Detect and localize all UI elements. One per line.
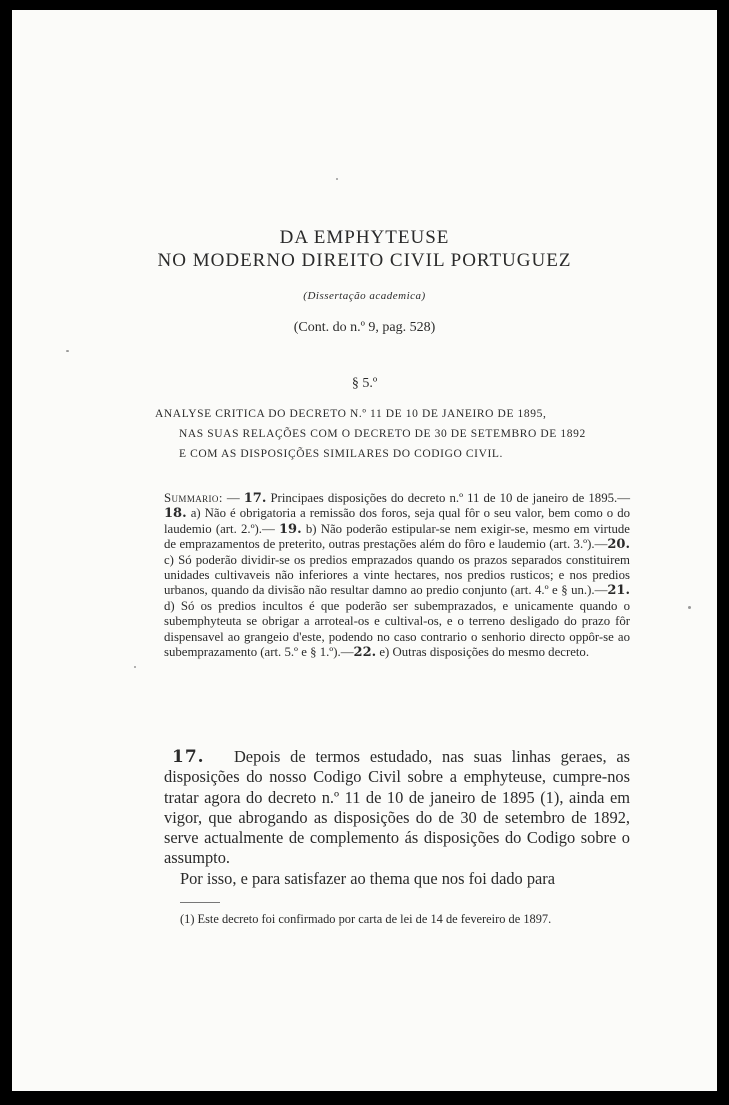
summary-num-17: 17. (243, 491, 267, 506)
summary-paragraph: Summario: — 17. Principaes disposições do decreto n.º 11 de 10 de janeiro de 1895.—18. a) Não é obrigatoria a remissão dos foros, seja qual fôr o seu valor, bem como o do laudemio (art. 2.º).— 19. b) Não poderão estipular-se nem exigir-se, mesmo em virtude de emprazamentos de preterito, outras prestações além do fôro e laudemio (art. 3.º).—20. c) Só poderão dividir-se os predios emprazados quando os prazos separados constituirem unidades cultivaveis não inferiores a vinte hectares, nos predios rusticos; e nos predios urbanos, quando da divisão não resultar damno ao predio conjunto (art. 4.º e § un.).—21. d) Só os predios incultos é que poderão ser subemprazados, e unicamente quando o subemphyteuta se obrigar a arroteal-os e cultival-os, e o terreno desligado do prazo fôr dispensavel ao grangeio d'este, podendo no caso contrario o senhorio directo oppôr-se ao subemprazamento (art. 5.º e § 1.º).—22. e) Outras disposições do mesmo decreto. (164, 491, 631, 661)
paper-speck (134, 666, 136, 668)
summary-text-19: b) Não poderão estipular-se nem exigir-se, mesmo em virtude de emprazamentos de preterito, outras prestações além do fôro e laudemio (art. 3.º).— (164, 521, 630, 552)
page (12, 10, 717, 1091)
paper-speck (66, 350, 69, 352)
analyse-line-2: NAS SUAS RELAÇÕES COM O DECRETO DE 30 DE SETEMBRO DE 1892 (179, 428, 586, 440)
subtitle: (Dissertação academica) (303, 290, 426, 302)
summary-num-21: 21. (607, 583, 630, 599)
summary-num-19: 19. (279, 521, 302, 537)
section-number: § 5.º (351, 376, 378, 391)
paper-speck (688, 606, 691, 609)
body-paragraph-number: 17. (172, 747, 205, 767)
summary-num-20: 20. (607, 537, 630, 553)
title-line-2: NO MODERNO DIREITO CIVIL PORTUGUEZ (157, 250, 572, 271)
summary-text-17: Principaes disposições do decreto n.º 11 de 10 de janeiro de 1895.— (270, 491, 631, 505)
body-paragraph-2: Por isso, e para satisfazer ao thema que nos foi dado para (180, 868, 556, 888)
body-paragraph-1 (164, 747, 630, 869)
footnote-text: (1) Este decreto foi confirmado por carta de lei de 14 de fevereiro de 1897. (180, 912, 552, 926)
body-paragraph-1-text: Depois de termos estudado, nas suas linhas geraes, as disposições do nosso Codigo Civil sobre a emphyteuse, cumpre-nos tratar agora do decreto n.º 11 de 10 de janeiro de 1895 (1), ainda em vigor, que abrogando as disposições do de 30 de setembro de 1892, serve actualmente de complemento ás disposições do Codigo sobre o assumpto. (164, 747, 630, 868)
summary-label: Summario: (164, 491, 223, 505)
paper-speck (336, 178, 338, 180)
analyse-heading (155, 404, 645, 464)
body-text (164, 747, 630, 889)
summary-text-20: c) Só poderão dividir-se os predios emprazados quando os prazos separados constituirem unidades cultivaveis não inferiores a vinte hectares, nos predios rusticos; e nos predios urbanos, quando da divisão não resultar damno ao predio conjunto (art. 4.º e § un.).— (164, 552, 630, 598)
footnote (164, 912, 630, 927)
analyse-line-1: ANALYSE CRITICA DO DECRETO N.º 11 DE 10 DE JANEIRO DE 1895, (155, 408, 547, 420)
summary-num-18: 18. (164, 506, 187, 522)
analyse-line-3: E COM AS DISPOSIÇÕES SIMILARES DO CODIGO CIVIL. (179, 448, 504, 460)
summary-text-21: d) Só os predios incultos é que poderão ser subemprazados, e unicamente quando o subemphyteuta se obrigar a arroteal-os e cultival-os, e o terreno desligado do prazo fôr dispensavel ao grangeio d'este, podendo no caso contrario o senhorio directo oppôr-se ao subemprazamento (art. 5.º e § 1.º).— (164, 598, 630, 660)
continuation-note: (Cont. do n.º 9, pag. 528) (293, 320, 436, 335)
summary-text-22: e) Outras disposições do mesmo decreto. (379, 645, 590, 660)
summary-text-18: a) Não é obrigatoria a remissão dos foros, seja qual fôr o seu valor, bem como o do laudemio (art. 2.º).— (164, 506, 631, 536)
summary-num-22: 22. (353, 645, 377, 661)
title-line-1: DA EMPHYTEUSE (279, 227, 450, 248)
footnote-rule (180, 902, 220, 903)
